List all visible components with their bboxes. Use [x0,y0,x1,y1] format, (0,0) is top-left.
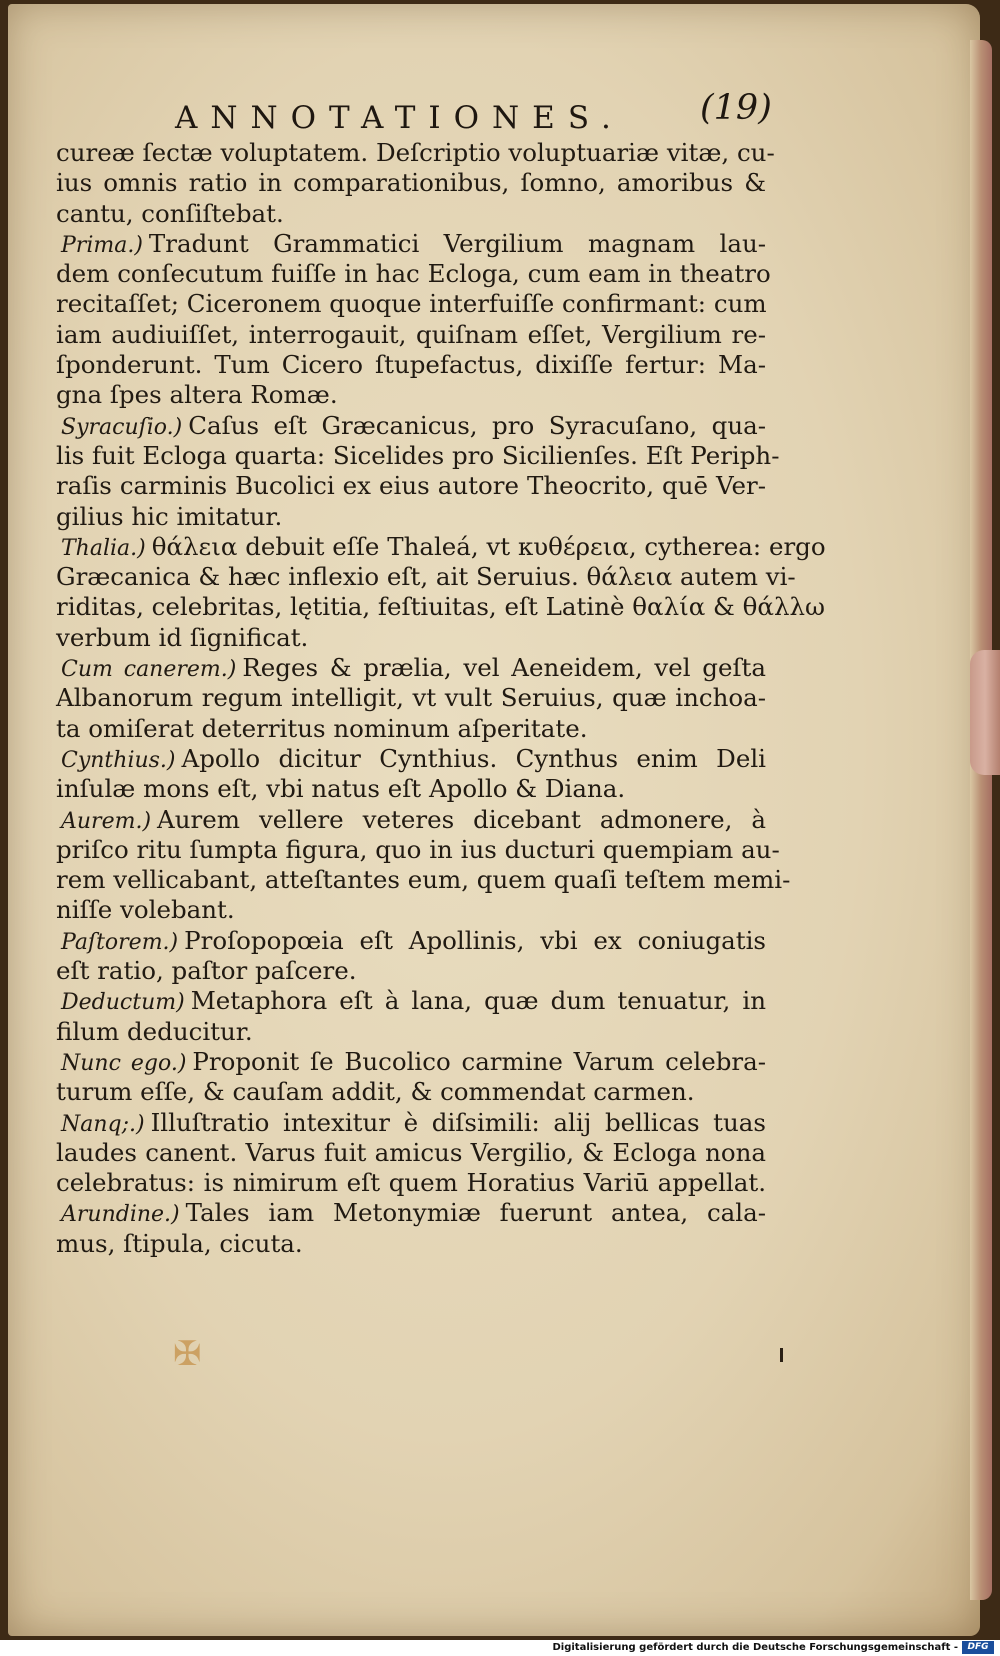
gloss-line [56,805,766,835]
gloss-line [56,1047,766,1077]
text-line [56,350,766,380]
line-text: Aurem vellere veteres dicebant admonere, à [157,804,766,834]
line-text: Græcanica & hæc inflexio eſt, ait Seruius. θάλεια autem vi- [56,562,796,592]
line-text: filum deducitur. [56,1016,253,1046]
text-line [56,471,766,501]
ink-stain-ornament: ✠ [173,1334,202,1374]
line-text: Proſopopœia eſt Apollinis, vbi ex coniugatis [184,925,766,955]
line-text: iam audiuiſſet, interrogauit, quiſnam eſſet, Vergilium re- [56,319,766,349]
line-text: riditas, celebritas, lętitia, feſtiuitas, eſt Latinè θαλία & θάλλω [56,592,825,622]
text-line [56,502,766,532]
line-text: Apollo dicitur Cynthius. Cynthus enim Deli [181,743,766,773]
lemma: Syracuſio.) [61,414,183,440]
line-text: ſponderunt. Tum Cicero ſtupefactus, dixiſſe fertur: Ma- [56,350,766,380]
footer-bar [0,1640,1000,1656]
line-text: turum eſſe, & cauſam addit, & commendat carmen. [56,1077,695,1107]
page-number: (19) [700,88,772,128]
line-text: eſt ratio, paſtor paſcere. [56,956,357,986]
gloss-line [56,986,766,1016]
lemma: Prima.) [61,232,143,258]
lemma: Thalia.) [61,535,146,561]
line-text: niſſe volebant. [56,895,235,925]
text-line [56,320,766,350]
text-line [56,1077,766,1107]
text-block [56,138,826,1259]
lemma: Arundine.) [61,1202,180,1228]
line-text: rem vellicabant, atteſtantes eum, quem quaſi teſtem memi- [56,865,791,895]
text-line [56,440,780,471]
lemma: Deductum) [61,990,185,1016]
text-line [56,259,771,289]
line-text: Caſus eſt Græcanicus, pro Syracuſano, qua- [188,410,766,440]
text-line [56,623,766,653]
line-text: Tradunt Grammatici Vergilium magnam lau- [148,228,766,258]
dfg-logo: DFG [962,1641,994,1654]
gloss-line [56,531,826,562]
running-head: ANNOTATIONES. [175,100,624,136]
text-line [56,1229,766,1259]
gloss-line [56,1108,766,1138]
line-text: raſis carminis Bucolici ex eius autore Theocrito, quē Ver- [56,471,766,501]
text-line [56,865,791,895]
line-text: Illuſtratio intexitur è diſsimili: alij bellicas tuas [150,1107,766,1137]
line-text: mus, ſtipula, cicuta. [56,1228,303,1258]
text-line [56,834,780,865]
gloss-line [56,926,766,956]
line-text: gilius hic imitatur. [56,501,283,531]
line-text: Tales iam Metonymiæ fuerunt antea, cala- [185,1198,766,1228]
line-text: Albanorum regum intelligit, vt vult Seruius, quæ inchoa- [56,683,766,713]
line-text: ta omiſerat deterritus nominum aſperitate. [56,713,588,743]
text-line [56,1168,766,1198]
text-line [56,592,825,622]
text-line [56,683,766,713]
gloss-line [56,653,766,683]
lemma: Cynthius.) [61,747,176,773]
text-line [56,289,766,319]
text-line [56,895,766,925]
line-text: θάλεια debuit eſſe Thaleá, vt κυθέρεια, cytherea: ergo [151,531,826,561]
text-line [56,956,766,986]
line-text: priſco ritu ſumpta figura, quo in ius ducturi quempiam au- [56,834,780,864]
line-text: verbum id ſignificat. [56,622,309,652]
page-header [0,82,1000,142]
lemma: Nunc ego.) [61,1050,187,1076]
text-line [56,199,766,229]
lemma: Nanq;.) [61,1111,145,1137]
text-line [56,1017,766,1047]
line-text: Reges & prælia, vel Aeneidem, vel geſta [242,653,766,683]
line-text: laudes canent. Varus fuit amicus Vergilio, & Ecloga nona [56,1137,766,1167]
ink-mark [780,1348,783,1362]
page-edge [970,40,992,1600]
page-tab [970,650,1000,775]
line-text: ius omnis ratio in comparationibus, ſomno, amoribus & [56,168,766,198]
line-text: lis fuit Ecloga quarta: Sicelides pro Sicilienſes. Eſt Periph- [56,440,780,470]
line-text: Metaphora eſt à lana, quæ dum tenuatur, in [190,986,766,1016]
line-text: dem conſecutum fuiſſe in hac Ecloga, cum eam in theatro [56,259,771,289]
funding-credit: Digitalisierung gefördert durch die Deutsche Forschungsgemeinschaft - [552,1642,958,1653]
line-text: gna ſpes altera Romæ. [56,380,338,410]
line-text: inſulæ mons eſt, vbi natus eſt Apollo & Diana. [56,774,626,804]
text-line [56,168,766,198]
gloss-line [56,411,766,441]
line-text: cureæ ſectæ voluptatem. Deſcriptio voluptuariæ vitæ, cu- [56,138,775,167]
gloss-line [56,744,766,774]
gloss-line [56,1198,766,1228]
text-line [56,774,766,804]
lemma: Paſtorem.) [61,929,179,955]
line-text: cantu, conſiſtebat. [56,198,284,228]
gloss-line [56,229,766,259]
line-text: Proponit ſe Bucolico carmine Varum celebra- [192,1046,766,1076]
text-line [56,714,766,744]
lemma: Cum canerem.) [61,657,237,683]
text-line [56,138,775,168]
line-text: recitaſſet; Ciceronem quoque interfuiſſe confirmant: cum [56,289,767,319]
text-line [56,380,766,410]
lemma: Aurem.) [61,808,152,834]
text-line [56,562,796,592]
text-line [56,1138,766,1168]
line-text: celebratus: is nimirum eſt quem Horatius Variū appellat. [56,1168,766,1198]
